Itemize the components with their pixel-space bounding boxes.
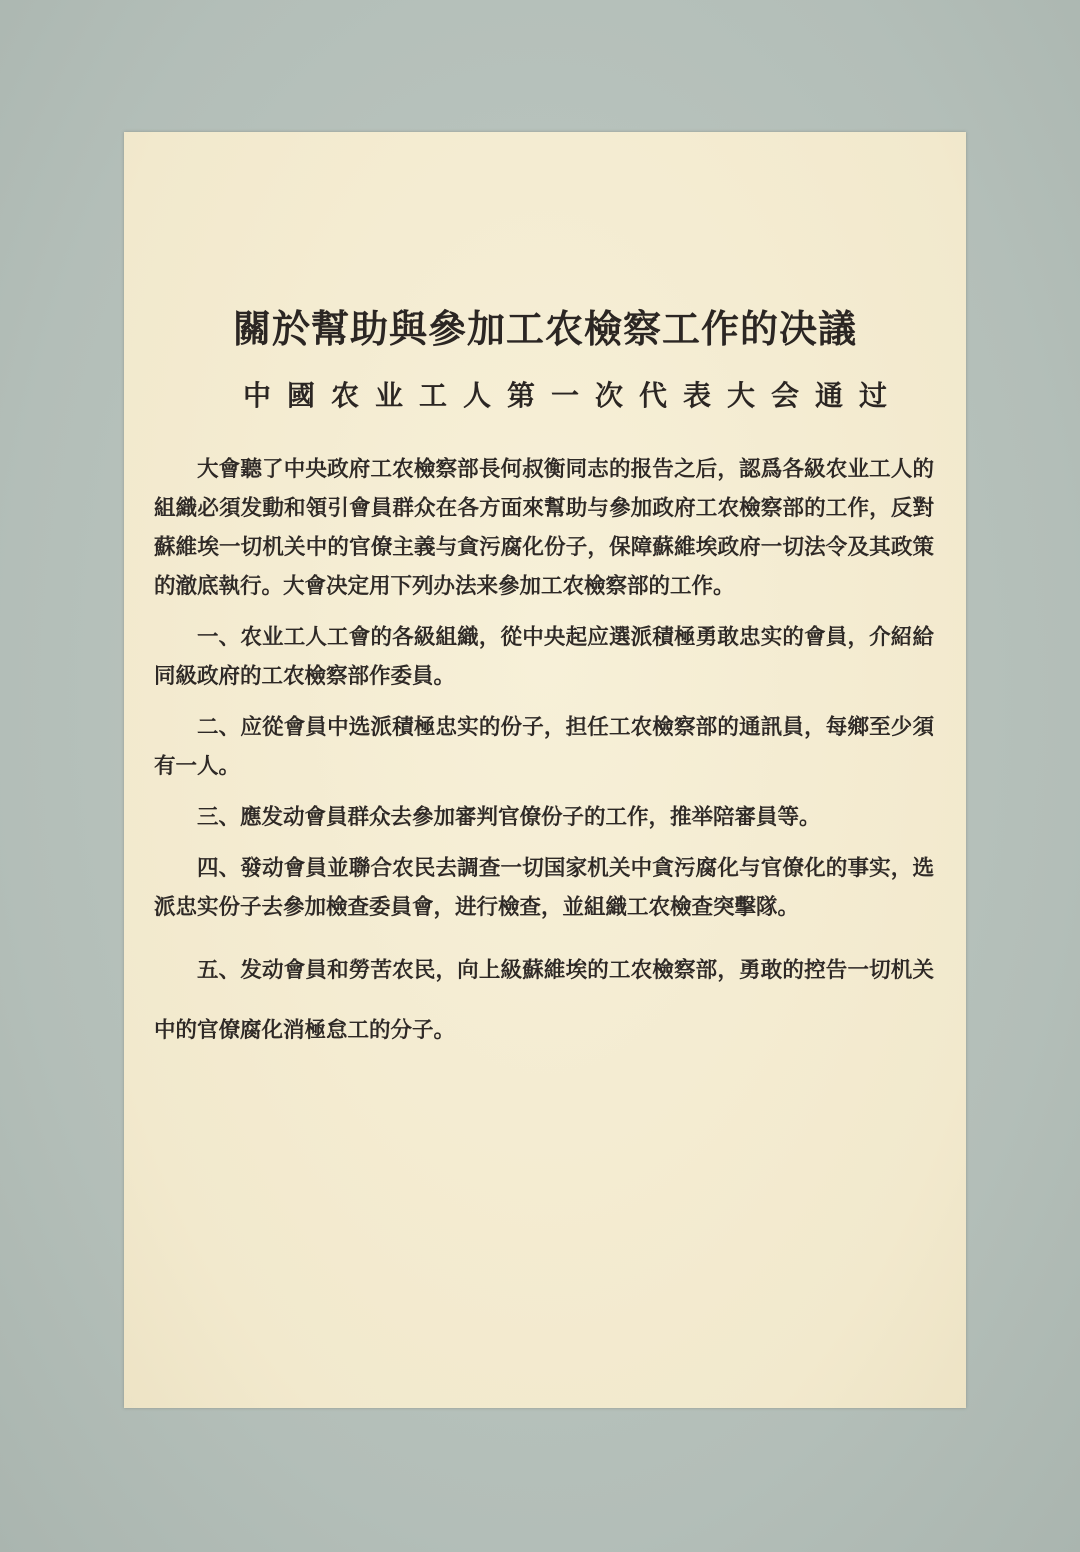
intro-paragraph: 大會聽了中央政府工农檢察部長何叔衡同志的报告之后，認爲各級农业工人的組織必須发動和領引會員群众在各方面來幫助与參加政府工农檢察部的工作，反對蘇維埃一切机关中的官僚主義与貪污腐化份子，保障蘇維埃政府一切法令及其政策的澈底執行。大會决定用下列办法来參加工农檢察部的工作。	[154, 457, 934, 599]
resolution-item-5: 五、发动會員和勞苦农民，向上級蘇維埃的工农檢察部，勇敢的控告一切机关中的官僚腐化消極怠工的分子。	[154, 958, 934, 1043]
document-body	[154, 450, 934, 1061]
document-subtitle: 中國农业工人第一次代表大会通过	[242, 379, 903, 412]
document-title: 關於幫助與參加工农檢察工作的决議	[232, 306, 857, 351]
resolution-item-4: 四、發动會員並聯合农民去調查一切国家机关中貪污腐化与官僚化的事实，选派忠实份子去參加檢查委員會，进行檢查，並組織工农檢查突擊隊。	[154, 856, 934, 920]
document-sheet	[124, 132, 966, 1408]
resolution-item-2: 二、应從會員中选派積極忠实的份子，担任工农檢察部的通訊員，每鄉至少須有一人。	[154, 715, 934, 779]
resolution-item-3: 三、應发动會員群众去參加審判官僚份子的工作，推举陪審員等。	[197, 805, 821, 830]
resolution-item-1: 一、农业工人工會的各級組織，從中央起应選派積極勇敢忠实的會員，介紹給同級政府的工农檢察部作委員。	[154, 625, 934, 689]
